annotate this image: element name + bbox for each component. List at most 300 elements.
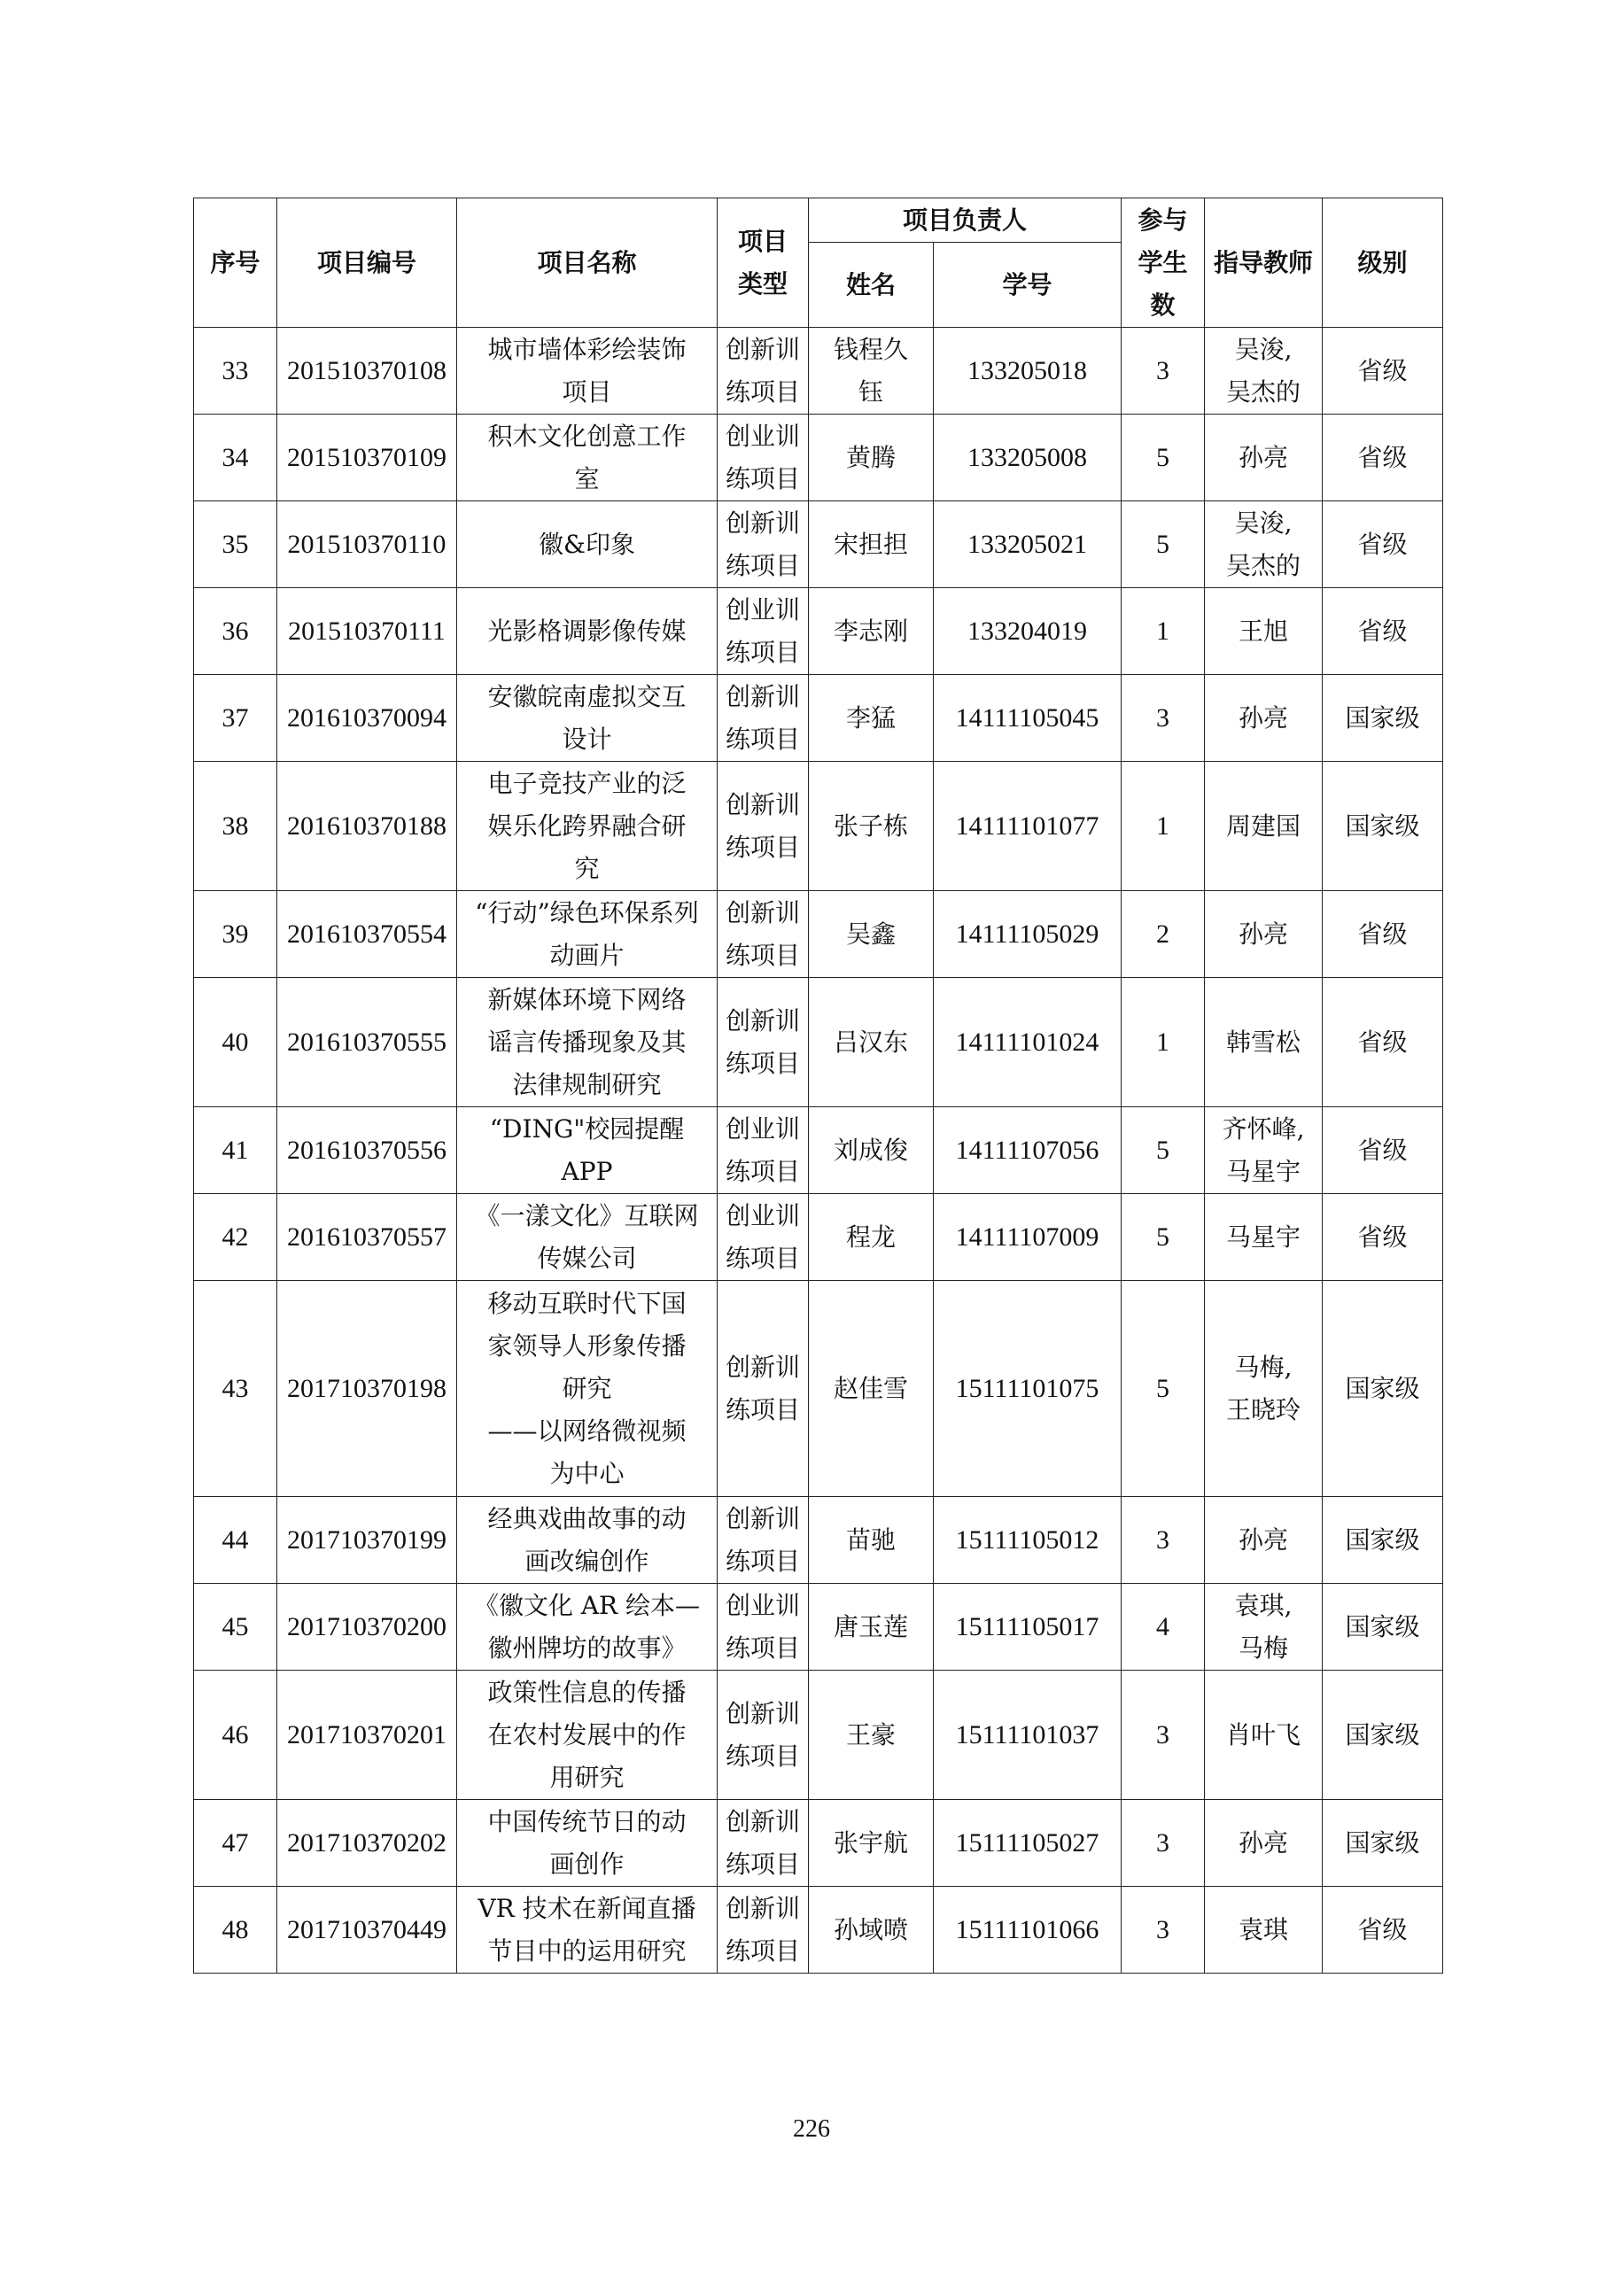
- cell-leader-name: [809, 1800, 934, 1887]
- cell-participants-text: 3: [1156, 355, 1170, 385]
- cell-participants-text: 4: [1156, 1611, 1170, 1641]
- cell-leader-name-text: 宋担担: [833, 529, 908, 559]
- cell-type-text: 创新训 练项目: [725, 1503, 800, 1576]
- cell-type: [718, 415, 809, 501]
- table-row: [194, 501, 1443, 588]
- cell-type-text: 创新训 练项目: [725, 1352, 800, 1424]
- table-row: [194, 1497, 1443, 1584]
- cell-name: [457, 675, 718, 762]
- cell-code-text: 201710370199: [287, 1524, 447, 1555]
- cell-participants: [1122, 1194, 1205, 1281]
- cell-code-text: 201710370449: [287, 1914, 447, 1944]
- cell-participants: [1122, 762, 1205, 891]
- cell-participants-text: 3: [1156, 702, 1170, 733]
- page-number: 226: [793, 2115, 830, 2143]
- table-row: [194, 1887, 1443, 1974]
- cell-student-id-text: 15111105012: [955, 1524, 1099, 1555]
- cell-student-id: [934, 328, 1122, 415]
- table-row: [194, 891, 1443, 978]
- cell-advisor: [1205, 588, 1323, 675]
- cell-name: [457, 1800, 718, 1887]
- cell-leader-name-text: 张宇航: [833, 1827, 908, 1858]
- cell-participants: [1122, 1800, 1205, 1887]
- cell-code: [277, 1281, 457, 1497]
- cell-name: [457, 328, 718, 415]
- cell-code: [277, 1887, 457, 1974]
- cell-advisor-text: 孙亮: [1239, 1827, 1289, 1858]
- cell-level: [1323, 1887, 1443, 1974]
- cell-participants-text: 2: [1156, 919, 1170, 949]
- cell-advisor-text: 齐怀峰, 马星宇: [1222, 1113, 1305, 1186]
- cell-type: [718, 891, 809, 978]
- cell-code: [277, 891, 457, 978]
- cell-student-id-text: 133205008: [967, 442, 1087, 472]
- cell-student-id: [934, 1887, 1122, 1974]
- cell-code: [277, 762, 457, 891]
- cell-type-text: 创新训 练项目: [725, 897, 800, 970]
- cell-advisor-text: 王旭: [1239, 616, 1289, 646]
- cell-level-text: 国家级: [1345, 811, 1420, 841]
- cell-seq: [194, 415, 277, 501]
- projects-table: [193, 198, 1443, 1974]
- cell-code: [277, 588, 457, 675]
- cell-leader-name: [809, 1887, 934, 1974]
- cell-seq: [194, 1194, 277, 1281]
- cell-code: [277, 1194, 457, 1281]
- cell-seq: [194, 1887, 277, 1974]
- cell-leader-name-text: 王豪: [845, 1719, 896, 1749]
- header-advisor: 指导教师: [1205, 198, 1323, 328]
- cell-level: [1323, 978, 1443, 1107]
- cell-code-text: 201610370555: [287, 1027, 447, 1057]
- cell-type-text: 创新训 练项目: [725, 681, 800, 754]
- cell-advisor-text: 袁琪, 马梅: [1234, 1590, 1293, 1663]
- cell-seq-text: 36: [221, 616, 249, 646]
- cell-code-text: 201510370111: [288, 616, 446, 646]
- cell-name-text: 移动互联时代下国 家领导人形象传播 研究 ——以网络微视频 为中心: [487, 1288, 687, 1488]
- cell-participants-text: 1: [1156, 616, 1170, 646]
- cell-type-text: 创新训 练项目: [725, 1893, 800, 1966]
- cell-advisor-text: 孙亮: [1239, 702, 1289, 733]
- cell-participants: [1122, 675, 1205, 762]
- cell-name-text: 《一漾文化》互联网 传媒公司: [475, 1200, 699, 1273]
- cell-participants: [1122, 1584, 1205, 1671]
- cell-seq: [194, 1497, 277, 1584]
- cell-participants-text: 1: [1156, 811, 1170, 841]
- cell-participants-text: 3: [1156, 1524, 1170, 1555]
- cell-participants-text: 1: [1156, 1027, 1170, 1057]
- cell-advisor-text: 孙亮: [1239, 442, 1289, 472]
- cell-name: [457, 415, 718, 501]
- header-seq: 序号: [194, 198, 277, 328]
- cell-leader-name-text: 赵佳雪: [833, 1373, 908, 1403]
- cell-seq: [194, 1107, 277, 1194]
- cell-level: [1323, 1800, 1443, 1887]
- cell-type: [718, 1671, 809, 1800]
- cell-type-text: 创新训 练项目: [725, 1806, 800, 1879]
- cell-student-id: [934, 675, 1122, 762]
- cell-seq: [194, 978, 277, 1107]
- cell-level-text: 省级: [1357, 529, 1408, 559]
- cell-seq-text: 42: [221, 1222, 249, 1252]
- cell-leader-name-text: 唐玉莲: [833, 1611, 908, 1641]
- cell-name: [457, 1281, 718, 1497]
- cell-level-text: 省级: [1357, 1135, 1408, 1165]
- table-row: [194, 1194, 1443, 1281]
- cell-type: [718, 1497, 809, 1584]
- cell-level-text: 国家级: [1345, 702, 1420, 733]
- cell-seq: [194, 588, 277, 675]
- cell-seq: [194, 1584, 277, 1671]
- cell-name: [457, 762, 718, 891]
- cell-participants-text: 5: [1156, 529, 1170, 559]
- cell-advisor: [1205, 978, 1323, 1107]
- cell-leader-name: [809, 978, 934, 1107]
- cell-type-text: 创业训 练项目: [725, 1113, 800, 1186]
- cell-leader-name-text: 张子栋: [833, 811, 908, 841]
- cell-type: [718, 1194, 809, 1281]
- cell-seq-text: 39: [221, 919, 249, 949]
- cell-level-text: 省级: [1357, 1914, 1408, 1944]
- cell-participants-text: 5: [1156, 1135, 1170, 1165]
- cell-type-text: 创新训 练项目: [725, 508, 800, 580]
- cell-participants: [1122, 415, 1205, 501]
- header-participants: 参与 学生 数: [1122, 198, 1205, 328]
- cell-leader-name-text: 钱程久 钰: [833, 334, 908, 407]
- cell-student-id: [934, 978, 1122, 1107]
- cell-code-text: 201610370094: [287, 702, 447, 733]
- cell-code: [277, 675, 457, 762]
- table-body: [194, 328, 1443, 1974]
- cell-code-text: 201710370198: [287, 1373, 447, 1403]
- cell-name: [457, 1887, 718, 1974]
- cell-leader-name: [809, 328, 934, 415]
- cell-participants: [1122, 1107, 1205, 1194]
- cell-student-id-text: 15111105017: [955, 1611, 1099, 1641]
- table-row: [194, 762, 1443, 891]
- cell-student-id: [934, 415, 1122, 501]
- cell-leader-name: [809, 762, 934, 891]
- cell-type: [718, 675, 809, 762]
- cell-seq: [194, 1281, 277, 1497]
- cell-level-text: 省级: [1357, 616, 1408, 646]
- cell-advisor: [1205, 1800, 1323, 1887]
- header-type: 项目 类型: [718, 198, 809, 328]
- cell-advisor: [1205, 1281, 1323, 1497]
- cell-level: [1323, 1281, 1443, 1497]
- cell-type: [718, 328, 809, 415]
- cell-code-text: 201710370201: [287, 1719, 447, 1749]
- cell-level: [1323, 891, 1443, 978]
- cell-type-text: 创新训 练项目: [725, 334, 800, 407]
- cell-student-id-text: 14111107009: [955, 1222, 1099, 1252]
- cell-code: [277, 328, 457, 415]
- cell-participants-text: 3: [1156, 1827, 1170, 1858]
- cell-seq-text: 43: [221, 1373, 249, 1403]
- cell-name: [457, 1107, 718, 1194]
- cell-level-text: 省级: [1357, 1027, 1408, 1057]
- cell-student-id: [934, 1497, 1122, 1584]
- cell-type: [718, 588, 809, 675]
- cell-level-text: 国家级: [1345, 1373, 1420, 1403]
- cell-student-id: [934, 762, 1122, 891]
- cell-leader-name: [809, 1584, 934, 1671]
- cell-student-id-text: 14111107056: [955, 1135, 1099, 1165]
- cell-level-text: 省级: [1357, 1222, 1408, 1252]
- cell-name-text: 经典戏曲故事的动 画改编创作: [487, 1503, 687, 1576]
- cell-student-id-text: 133205021: [967, 529, 1087, 559]
- cell-leader-name-text: 苗驰: [845, 1524, 896, 1555]
- cell-name-text: “行动”绿色环保系列 动画片: [475, 897, 699, 970]
- cell-name-text: VR 技术在新闻直播 节目中的运用研究: [478, 1893, 696, 1966]
- cell-level: [1323, 1497, 1443, 1584]
- cell-leader-name-text: 吕汉东: [833, 1027, 908, 1057]
- cell-seq-text: 38: [221, 811, 249, 841]
- cell-advisor-text: 孙亮: [1239, 1524, 1289, 1555]
- cell-type: [718, 1584, 809, 1671]
- cell-type: [718, 1281, 809, 1497]
- cell-seq-text: 45: [221, 1611, 249, 1641]
- cell-seq-text: 40: [221, 1027, 249, 1057]
- cell-advisor: [1205, 1584, 1323, 1671]
- cell-level: [1323, 501, 1443, 588]
- cell-participants: [1122, 978, 1205, 1107]
- header-leader-name: 姓名: [809, 243, 934, 328]
- cell-code: [277, 1671, 457, 1800]
- cell-code: [277, 978, 457, 1107]
- cell-code: [277, 1107, 457, 1194]
- cell-level: [1323, 1107, 1443, 1194]
- cell-name-text: 中国传统节日的动 画创作: [487, 1806, 687, 1879]
- cell-leader-name-text: 刘成俊: [833, 1135, 908, 1165]
- cell-name-text: 光影格调影像传媒: [487, 616, 687, 646]
- cell-participants-text: 3: [1156, 1914, 1170, 1944]
- cell-seq: [194, 1671, 277, 1800]
- cell-student-id-text: 15111101066: [955, 1914, 1099, 1944]
- cell-level: [1323, 328, 1443, 415]
- cell-advisor-text: 周建国: [1226, 811, 1301, 841]
- cell-code-text: 201510370110: [287, 529, 447, 559]
- cell-leader-name: [809, 675, 934, 762]
- cell-type-text: 创业训 练项目: [725, 421, 800, 493]
- cell-level: [1323, 1584, 1443, 1671]
- cell-advisor-text: 吴浚, 吴杰的: [1226, 508, 1301, 580]
- cell-seq-text: 47: [221, 1827, 249, 1858]
- cell-name: [457, 891, 718, 978]
- cell-code-text: 201710370202: [287, 1827, 447, 1858]
- cell-code-text: 201510370108: [287, 355, 447, 385]
- cell-code-text: 201610370556: [287, 1135, 447, 1165]
- table-row: [194, 978, 1443, 1107]
- cell-code-text: 201610370557: [287, 1222, 447, 1252]
- cell-advisor-text: 马星宇: [1226, 1222, 1301, 1252]
- cell-type: [718, 762, 809, 891]
- cell-participants: [1122, 588, 1205, 675]
- cell-student-id: [934, 1281, 1122, 1497]
- cell-leader-name: [809, 588, 934, 675]
- cell-code-text: 201710370200: [287, 1611, 447, 1641]
- cell-student-id: [934, 501, 1122, 588]
- cell-name-text: 《徽文化 AR 绘本— 徽州牌坊的故事》: [473, 1590, 701, 1663]
- cell-code: [277, 1584, 457, 1671]
- cell-level-text: 国家级: [1345, 1827, 1420, 1858]
- cell-type: [718, 978, 809, 1107]
- cell-leader-name: [809, 1107, 934, 1194]
- cell-type-text: 创业训 练项目: [725, 1590, 800, 1663]
- cell-student-id: [934, 588, 1122, 675]
- cell-student-id: [934, 1800, 1122, 1887]
- cell-leader-name-text: 孙域喷: [833, 1914, 908, 1944]
- cell-level-text: 省级: [1357, 919, 1408, 949]
- cell-name-text: 徽&印象: [539, 529, 635, 559]
- table-row: [194, 588, 1443, 675]
- cell-seq-text: 35: [221, 529, 249, 559]
- cell-participants: [1122, 891, 1205, 978]
- header-code: 项目编号: [277, 198, 457, 328]
- cell-student-id-text: 15111101037: [955, 1719, 1099, 1749]
- cell-code: [277, 1497, 457, 1584]
- cell-advisor-text: 吴浚, 吴杰的: [1226, 334, 1301, 407]
- cell-participants: [1122, 1281, 1205, 1497]
- cell-advisor: [1205, 1107, 1323, 1194]
- cell-student-id: [934, 1671, 1122, 1800]
- cell-name-text: 新媒体环境下网络 谣言传播现象及其 法律规制研究: [487, 984, 687, 1099]
- cell-advisor-text: 肖叶飞: [1226, 1719, 1301, 1749]
- cell-type-text: 创业训 练项目: [725, 594, 800, 667]
- cell-level: [1323, 762, 1443, 891]
- table-header: [194, 198, 1443, 328]
- table-row: [194, 675, 1443, 762]
- cell-seq-text: 37: [221, 702, 249, 733]
- cell-code-text: 201510370109: [287, 442, 447, 472]
- cell-student-id-text: 133204019: [967, 616, 1087, 646]
- table-row: [194, 1800, 1443, 1887]
- cell-participants: [1122, 328, 1205, 415]
- header-leader-group: 项目负责人: [809, 198, 1122, 243]
- cell-name-text: 电子竞技产业的泛 娱乐化跨界融合研 究: [487, 768, 687, 883]
- cell-name-text: 政策性信息的传播 在农村发展中的作 用研究: [487, 1677, 687, 1792]
- cell-student-id-text: 14111101077: [955, 811, 1099, 841]
- cell-participants: [1122, 1497, 1205, 1584]
- cell-seq-text: 46: [221, 1719, 249, 1749]
- cell-name: [457, 1194, 718, 1281]
- cell-type-text: 创新训 练项目: [725, 1698, 800, 1771]
- cell-level: [1323, 1194, 1443, 1281]
- table-row: [194, 1584, 1443, 1671]
- cell-code-text: 201610370188: [287, 811, 447, 841]
- cell-advisor: [1205, 1887, 1323, 1974]
- cell-type: [718, 1800, 809, 1887]
- cell-leader-name: [809, 1194, 934, 1281]
- cell-seq: [194, 891, 277, 978]
- cell-student-id-text: 14111101024: [955, 1027, 1099, 1057]
- cell-advisor-text: 袁琪: [1239, 1914, 1289, 1944]
- cell-name-text: “DING"校园提醒 APP: [489, 1113, 685, 1186]
- cell-advisor-text: 马梅, 王晓玲: [1226, 1352, 1301, 1424]
- cell-seq: [194, 762, 277, 891]
- cell-student-id: [934, 1194, 1122, 1281]
- cell-name-text: 安徽皖南虚拟交互 设计: [487, 681, 687, 754]
- cell-name: [457, 1671, 718, 1800]
- cell-student-id-text: 15111105027: [955, 1827, 1099, 1858]
- cell-advisor: [1205, 328, 1323, 415]
- cell-leader-name: [809, 1497, 934, 1584]
- cell-student-id: [934, 1107, 1122, 1194]
- cell-seq: [194, 675, 277, 762]
- cell-leader-name: [809, 1671, 934, 1800]
- header-leader-id: 学号: [934, 243, 1122, 328]
- cell-leader-name-text: 吴鑫: [845, 919, 896, 949]
- cell-level-text: 省级: [1357, 355, 1408, 385]
- cell-type: [718, 1107, 809, 1194]
- cell-name: [457, 501, 718, 588]
- cell-advisor: [1205, 415, 1323, 501]
- cell-code: [277, 415, 457, 501]
- cell-advisor: [1205, 762, 1323, 891]
- cell-participants-text: 5: [1156, 442, 1170, 472]
- cell-leader-name: [809, 501, 934, 588]
- table-row: [194, 1281, 1443, 1497]
- cell-code: [277, 501, 457, 588]
- cell-participants-text: 3: [1156, 1719, 1170, 1749]
- cell-seq: [194, 1800, 277, 1887]
- cell-leader-name: [809, 891, 934, 978]
- cell-participants: [1122, 501, 1205, 588]
- cell-seq-text: 44: [221, 1524, 249, 1555]
- cell-type-text: 创新训 练项目: [725, 1005, 800, 1078]
- cell-student-id-text: 15111101075: [955, 1373, 1099, 1403]
- cell-seq-text: 34: [221, 442, 249, 472]
- cell-advisor: [1205, 1194, 1323, 1281]
- cell-leader-name-text: 程龙: [845, 1222, 896, 1252]
- cell-type: [718, 1887, 809, 1974]
- cell-participants-text: 5: [1156, 1373, 1170, 1403]
- cell-name: [457, 1584, 718, 1671]
- cell-name-text: 城市墙体彩绘装饰 项目: [487, 334, 687, 407]
- table-row: [194, 1107, 1443, 1194]
- cell-type-text: 创新训 练项目: [725, 789, 800, 862]
- cell-leader-name-text: 李志刚: [833, 616, 908, 646]
- cell-type-text: 创业训 练项目: [725, 1200, 800, 1273]
- cell-leader-name: [809, 1281, 934, 1497]
- cell-advisor: [1205, 1497, 1323, 1584]
- cell-participants: [1122, 1887, 1205, 1974]
- cell-student-id: [934, 1584, 1122, 1671]
- cell-seq: [194, 328, 277, 415]
- cell-advisor: [1205, 1671, 1323, 1800]
- cell-code: [277, 1800, 457, 1887]
- cell-leader-name: [809, 415, 934, 501]
- cell-code-text: 201610370554: [287, 919, 447, 949]
- cell-level-text: 国家级: [1345, 1611, 1420, 1641]
- cell-level-text: 国家级: [1345, 1719, 1420, 1749]
- table-row: [194, 328, 1443, 415]
- header-name: 项目名称: [457, 198, 718, 328]
- cell-seq: [194, 501, 277, 588]
- table-row: [194, 415, 1443, 501]
- cell-advisor: [1205, 675, 1323, 762]
- cell-leader-name-text: 李猛: [845, 702, 896, 733]
- cell-level: [1323, 415, 1443, 501]
- header-level: 级别: [1323, 198, 1443, 328]
- table-row: [194, 1671, 1443, 1800]
- cell-type: [718, 501, 809, 588]
- cell-name: [457, 978, 718, 1107]
- cell-level-text: 省级: [1357, 442, 1408, 472]
- cell-name: [457, 1497, 718, 1584]
- cell-student-id-text: 14111105045: [955, 702, 1099, 733]
- cell-advisor: [1205, 891, 1323, 978]
